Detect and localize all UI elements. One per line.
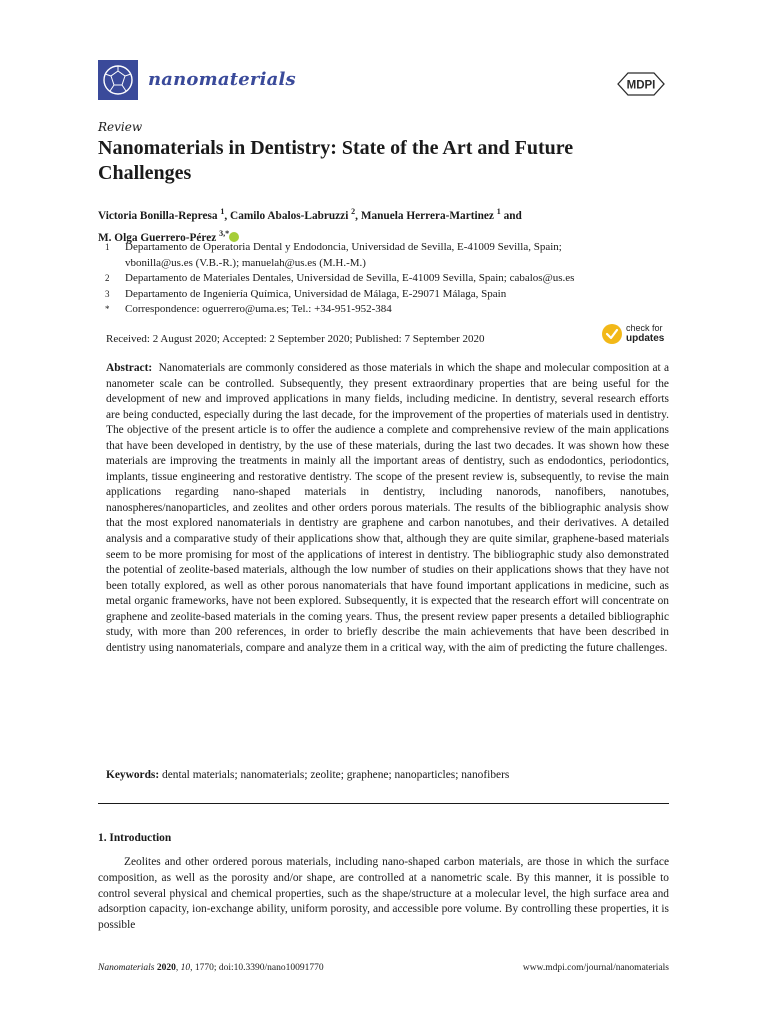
section-heading-introduction: 1. Introduction [98, 832, 172, 844]
abstract [106, 361, 669, 656]
author-name: Camilo Abalos-Labruzzi [230, 209, 349, 222]
affiliation-mark: 3 [105, 288, 110, 299]
author-affiliation-mark: 3,* [219, 228, 230, 238]
author-and: and [500, 209, 522, 222]
affiliation-mark: 2 [105, 273, 110, 284]
updates-line2: updates [626, 333, 665, 344]
affiliation-mark: 1 [105, 242, 110, 252]
affiliation-text: vbonilla@us.es (V.B.-R.); manuelah@us.es (M.H.-M.) [125, 256, 366, 269]
journal-logo-icon [98, 60, 138, 100]
affiliation-text: Departamento de Ingeniería Química, Universidad de Málaga, E-29071 Málaga, Spain [125, 287, 507, 300]
affiliations [98, 240, 678, 318]
introduction-paragraph: Zeolites and other ordered porous materials, including nano-shaped carbon materials, are those in which the surface composition, as well as the porosity and/or shape, are controlled at a nanometric scale. By this manner, it is possible to control several physical and chemical properties, such as the shape/structure at a molecular level, the high surface area and adsorption capacity, ion-exchange ability, uniform porosity, and accessible pore volume. By controlling these properties, it is possible [98, 856, 669, 932]
affiliation-text: Correspondence: oguerrero@uma.es; Tel.: +34-951-952-384 [125, 303, 392, 316]
author-name: Manuela Herrera-Martinez [360, 209, 494, 222]
affiliation-mark: * [105, 304, 110, 315]
author-separator: , [355, 209, 361, 222]
affiliation-item [98, 240, 678, 256]
author-separator: , [224, 209, 231, 222]
footer-volume: 10 [180, 963, 191, 973]
affiliation-item [98, 287, 678, 303]
article-type: Review [98, 120, 143, 134]
author-name: Victoria Bonilla-Represa [98, 209, 218, 222]
journal-name: nanomaterials [148, 69, 296, 90]
author-affiliation-mark: 1 [220, 207, 225, 216]
journal-url-link[interactable]: www.mdpi.com/journal/nanomaterials [522, 963, 669, 973]
author-affiliation-mark: 2 [351, 207, 356, 216]
footer-journal: Nanomaterials [98, 963, 155, 973]
publication-dates: Received: 2 August 2020; Accepted: 2 September 2020; Published: 7 September 2020 [106, 333, 485, 345]
keywords-text: dental materials; nanomaterials; zeolite; graphene; nanoparticles; nanofibers [162, 769, 510, 781]
affiliation-text: Departamento de Operatoria Dental y Endodoncia, Universidad de Sevilla, E-41009 Sevilla, Spain; [125, 241, 562, 253]
footer-year: 2020 [156, 963, 176, 973]
check-for-updates-label[interactable] [626, 323, 664, 344]
abstract-text: Nanomaterials are commonly considered as those materials in which the shape and molecular composition at a nanometer scale can be controlled. Subsequently, they present extraordinary properties that are being useful for the development of new and improved applications in many fields, including medicine. In dentistry, several research efforts are being conducted, especially during the last decade, for the improvement of the properties of materials used in dentistry. The objective of the present article is to offer the audience a complete and comprehensive review of the main applications that have been developed in dentistry, by the use of these materials, during the last two decades. It was shown how these materials are improving the treatments in mainly all the important areas of dentistry, such as endodontics, periodontics, implants, tissue engineering and restorative dentistry. The scope of the present review is, subsequently, to revise the main applications regarding nano-shaped materials in dentistry, including nanorods, nanofibers, nanotubes, nanospheres/nanoparticles, and zeolites and other orders porous materials. The results of the bibliographic analysis show that the most explored nanomaterials in dentistry are graphene and carbon nanotubes, and their derivatives. A detailed analysis and a comparative study of their applications show that, although they are quite similar, graphene-based materials seem to be more promising for most of the applications of interest in dentistry. The bibliographic study also demonstrated the potential of zeolite-based materials, although the low number of studies on their applications shows that they have not been totally explored, as well as other porous nanomaterials that have found important applications in medicine, such as metal organic frameworks, have not been explored. Subsequently, it is expected that the research effort will concentrate on graphene and zeolite-based materials in the coming years. Thus, the present review paper presents a detailed bibliographic study, with more than 200 references, in order to briefly describe the main achievements that have been described in dentistry using nanomaterials, compare and analyze them in a critical way, with the aim of predicting the future challenges. [106, 362, 669, 654]
footer-doi: , 1770; doi:10.3390/nano10091770 [190, 963, 324, 973]
author-name: M. Olga Guerrero-Pérez [98, 231, 217, 244]
section-divider [98, 803, 669, 804]
updates-line1: check for [626, 323, 663, 333]
affiliation-mark [98, 256, 125, 272]
citation-footer: Nanomaterials 2020, 10, 1770; doi:10.3390/nano10091770 [98, 963, 324, 973]
publisher-name: MDPI [626, 79, 656, 92]
author-affiliation-mark: 1 [496, 207, 501, 216]
abstract-label: Abstract: [106, 362, 153, 374]
affiliation-item [98, 302, 678, 318]
article-title: Nanomaterials in Dentistry: State of the Art and Future Challenges [98, 137, 574, 184]
affiliation-item [98, 271, 678, 287]
keywords [106, 769, 669, 781]
mdpi-logo-icon [614, 70, 668, 97]
affiliation-text: Departamento de Materiales Dentales, Universidad de Sevilla, E-41009 Sevilla, Spain; cabalos@us.es [125, 272, 575, 285]
affiliation-item [98, 256, 678, 272]
keywords-label: Keywords: [106, 769, 160, 781]
